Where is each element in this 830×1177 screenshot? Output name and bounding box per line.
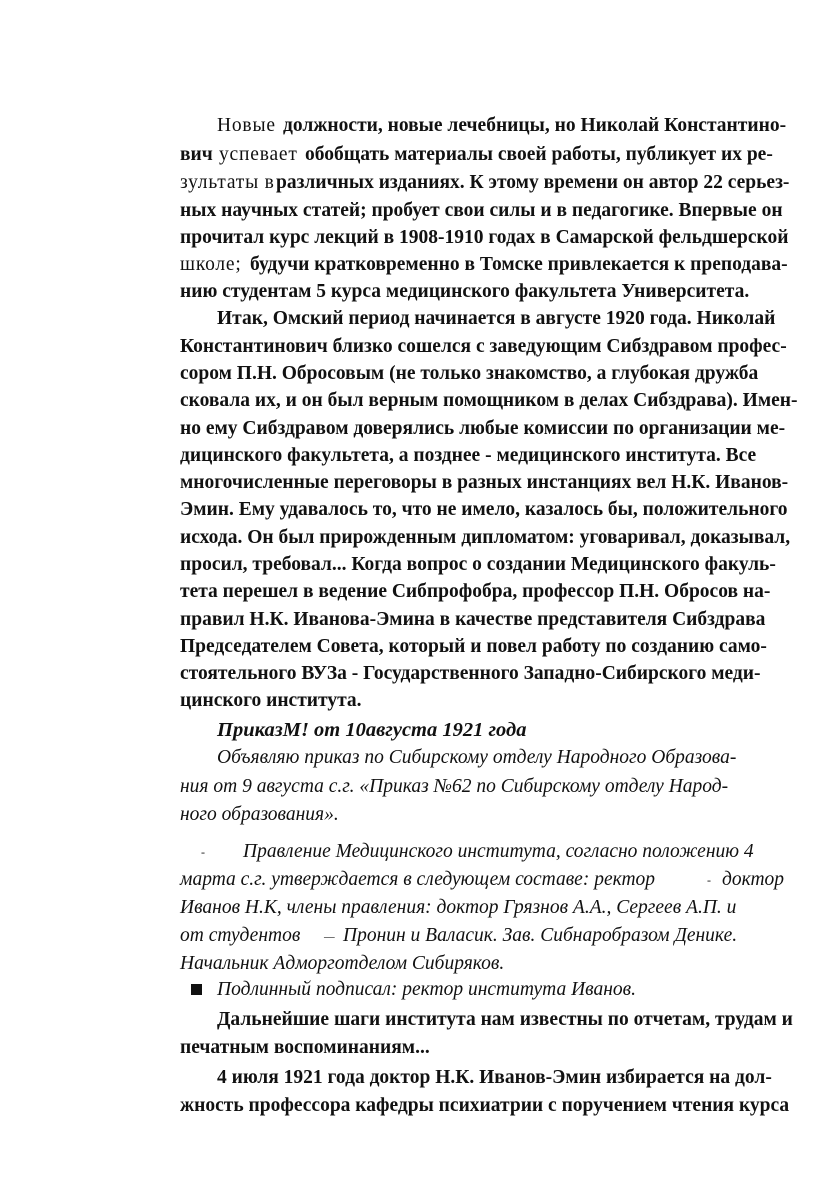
text-fragment: вич bbox=[180, 144, 213, 165]
text-fragment: зультаты в bbox=[180, 172, 275, 193]
text-line bbox=[0, 141, 830, 169]
text-line bbox=[0, 633, 830, 661]
text-fragment: Эмин. Ему удавалось то, что не имело, казалось бы, положительного bbox=[180, 499, 788, 520]
text-fragment: Пронин и Валасик. Зав. Сибнаробразом Денике. bbox=[343, 925, 738, 946]
text-fragment: Дальнейшие шаги института нам известны по отчетам, трудам и bbox=[217, 1009, 793, 1030]
text-line bbox=[0, 1092, 830, 1120]
text-fragment: Итак, Омский период начинается в августе 1920 года. Николай bbox=[217, 308, 776, 329]
text-fragment: дицинского факультета, а позднее - медицинского института. Все bbox=[180, 445, 757, 466]
text-fragment: обобщать материалы своей работы, публикует их ре- bbox=[305, 144, 773, 165]
text-fragment: цинского института. bbox=[180, 690, 362, 711]
order-heading-line bbox=[0, 716, 830, 744]
text-line bbox=[0, 866, 830, 894]
text-fragment: должности, новые лечебницы, но Николай Константино- bbox=[283, 115, 787, 136]
text-line bbox=[0, 606, 830, 634]
text-line bbox=[0, 305, 830, 333]
text-line bbox=[0, 442, 830, 470]
text-line bbox=[0, 1034, 830, 1062]
text-line bbox=[0, 950, 830, 978]
text-fragment: будучи кратковременно в Томске привлекается к преподава- bbox=[250, 254, 788, 275]
text-line bbox=[0, 169, 830, 197]
text-line bbox=[0, 251, 830, 279]
text-line bbox=[0, 1064, 830, 1092]
inline-dash: — bbox=[324, 929, 335, 943]
text-line bbox=[0, 894, 830, 922]
text-line bbox=[0, 551, 830, 579]
order-heading: ПриказМ! от 10августа 1921 года bbox=[217, 719, 527, 741]
text-line bbox=[0, 801, 830, 829]
text-fragment: просил, требовал... Когда вопрос о создании Медицинского факуль- bbox=[180, 554, 776, 575]
text-fragment: нию студентам 5 курса медицинского факультета Университета. bbox=[180, 281, 750, 302]
text-line bbox=[0, 744, 830, 772]
text-fragment: правил Н.К. Иванова-Эмина в качестве представителя Сибздрава bbox=[180, 609, 766, 630]
text-line bbox=[0, 224, 830, 252]
text-fragment: успевает bbox=[219, 144, 298, 165]
text-fragment: ного образования». bbox=[180, 804, 339, 825]
text-fragment: тета перешел в ведение Сибпрофобра, профессор П.Н. Обросов на- bbox=[180, 581, 771, 602]
text-fragment: 4 июля 1921 года доктор Н.К. Иванов-Эмин избирается на дол- bbox=[217, 1067, 772, 1088]
text-line bbox=[0, 496, 830, 524]
text-line bbox=[0, 578, 830, 606]
text-fragment: Иванов Н.К, члены правления: доктор Грязнов А.А., Сергеев А.П. и bbox=[180, 897, 737, 918]
text-line bbox=[0, 660, 830, 688]
text-fragment: многочисленные переговоры в разных инстанциях вел Н.К. Иванов- bbox=[180, 472, 789, 493]
text-line bbox=[0, 1006, 830, 1034]
text-line bbox=[0, 278, 830, 306]
text-line bbox=[0, 415, 830, 443]
text-fragment: доктор bbox=[722, 869, 785, 890]
text-fragment: ных научных статей; пробует свои силы и в педагогике. Впервые он bbox=[180, 200, 783, 221]
text-line bbox=[0, 112, 830, 140]
text-fragment: Подлинный подписал: ректор института Иванов. bbox=[217, 979, 637, 1000]
text-fragment: Начальник Адморготделом Сибиряков. bbox=[180, 953, 505, 974]
text-fragment: Председателем Совета, который и повел работу по созданию само- bbox=[180, 636, 767, 657]
text-fragment: стоятельного ВУЗа - Государственного Западно-Сибирского меди- bbox=[180, 663, 761, 684]
text-line bbox=[0, 773, 830, 801]
text-line bbox=[0, 387, 830, 415]
text-line bbox=[0, 333, 830, 361]
text-fragment: жность профессора кафедры психиатрии с поручением чтения курса bbox=[180, 1095, 790, 1116]
text-line bbox=[0, 838, 830, 866]
text-line bbox=[0, 976, 830, 1004]
inline-dash: - bbox=[707, 873, 711, 887]
text-fragment: но ему Сибздравом доверялись любые комиссии по организации ме- bbox=[180, 418, 786, 439]
text-fragment: Новые bbox=[217, 115, 276, 136]
text-line bbox=[0, 687, 830, 715]
text-line bbox=[0, 360, 830, 388]
text-fragment: печатным воспоминаниям... bbox=[180, 1037, 430, 1058]
text-fragment: от студентов bbox=[180, 925, 301, 946]
text-line bbox=[0, 469, 830, 497]
text-fragment: Объявляю приказ по Сибирскому отделу Народного Образова- bbox=[217, 747, 737, 768]
text-fragment: различных изданиях. К этому времени он автор 22 серьез- bbox=[276, 172, 790, 193]
text-line bbox=[0, 524, 830, 552]
text-fragment: сковала их, и он был верным помощником в делах Сибздрава). Имен- bbox=[180, 390, 798, 411]
text-fragment: школе; bbox=[180, 254, 242, 275]
text-fragment: исхода. Он был прирожденным дипломатом: уговаривал, доказывал, bbox=[180, 527, 791, 548]
text-fragment: ния от 9 августа с.г. «Приказ №62 по Сибирскому отделу Народ- bbox=[180, 776, 729, 797]
text-fragment: Правление Медицинского института, согласно положению 4 bbox=[243, 841, 754, 862]
text-fragment: Константинович близко сошелся с заведующим Сибздравом профес- bbox=[180, 336, 787, 357]
text-fragment: марта с.г. утверждается в следующем составе: ректор bbox=[180, 869, 656, 890]
text-line bbox=[0, 197, 830, 225]
text-fragment: прочитал курс лекций в 1908-1910 годах в Самарской фельдшерской bbox=[180, 227, 789, 248]
list-dash: - bbox=[201, 845, 205, 859]
text-line bbox=[0, 922, 830, 950]
text-fragment: сором П.Н. Обросовым (не только знакомство, а глубокая дружба bbox=[180, 363, 759, 384]
